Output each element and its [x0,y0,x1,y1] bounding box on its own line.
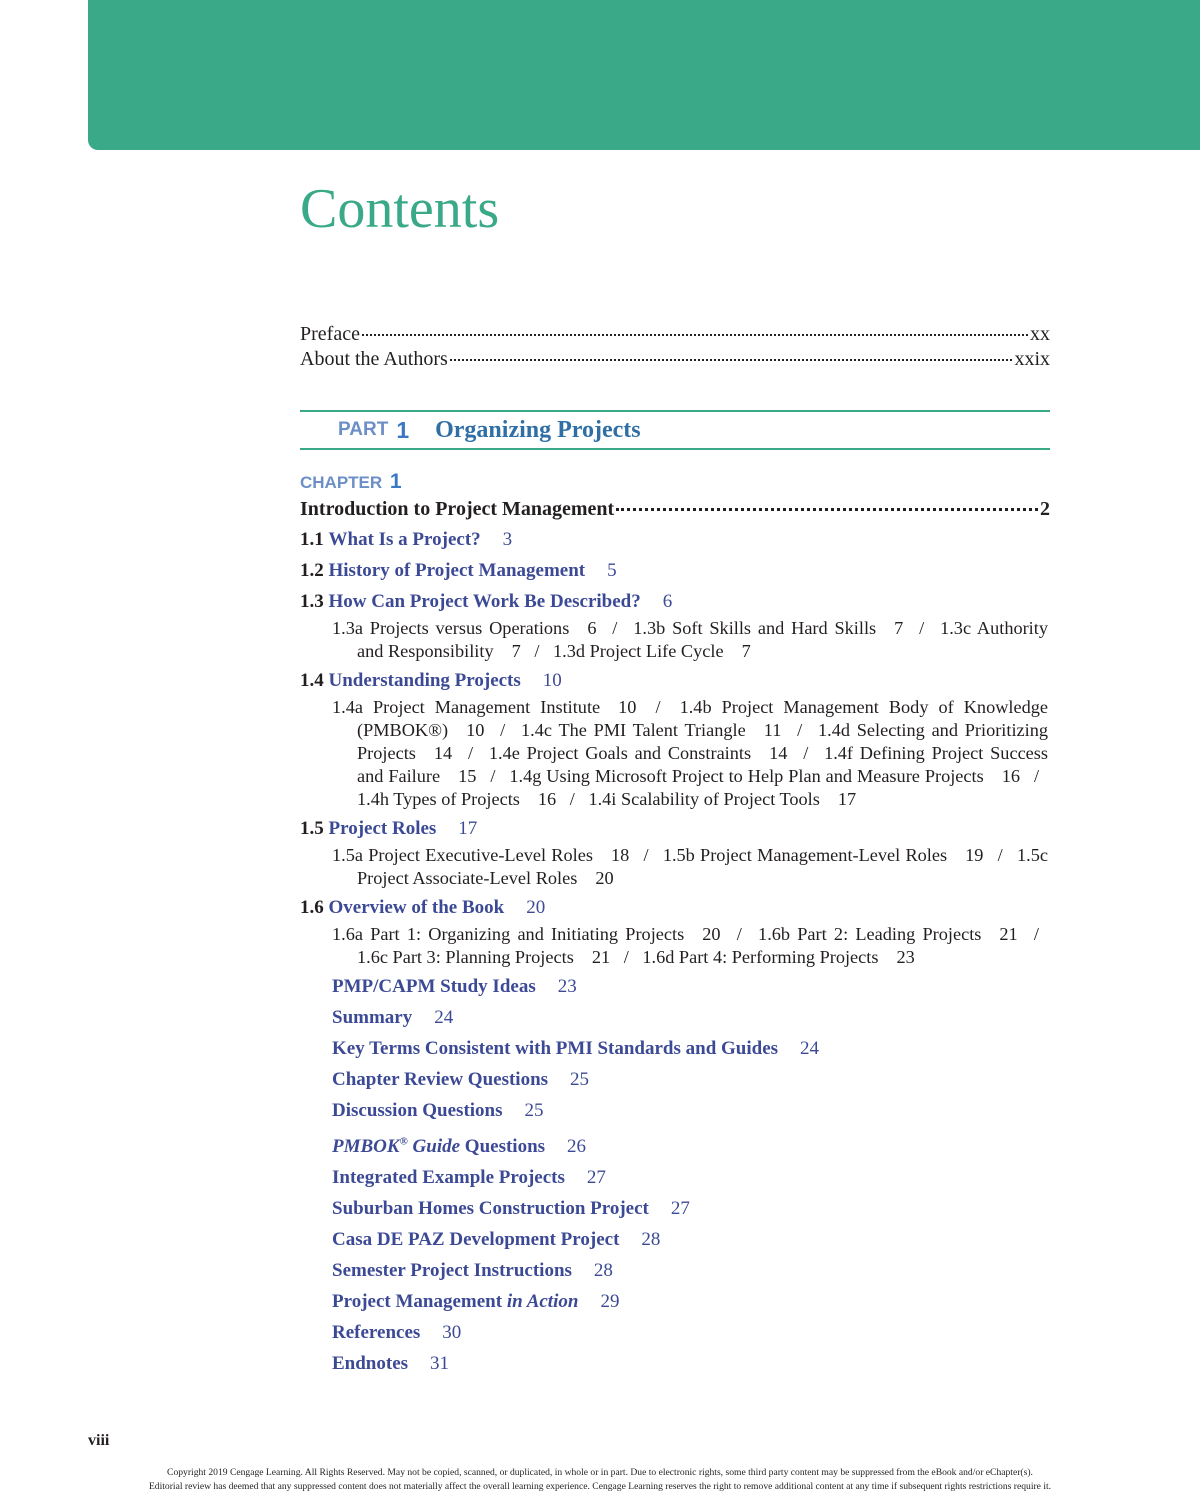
chapter-block [300,470,1050,1377]
separator: / [997,845,1003,865]
section-heading[interactable] [300,816,1050,842]
end-matter-item[interactable] [300,1320,1050,1346]
subsection-title: 1.5c Project Associate-Level Roles [357,845,1048,888]
toc-section [300,895,1050,969]
end-matter-title [332,1291,578,1312]
title-text: Key Terms Consistent with PMI Standards and Guides [332,1038,779,1059]
subsection-page: 7 [741,641,751,661]
subsection-title: 1.4a Project Management Institute [332,697,601,717]
separator: / [736,924,742,944]
end-matter-page: 27 [670,1198,690,1220]
chapter-page: 2 [1040,498,1050,520]
subsection-title: 1.4d Selecting and Prioritizing Projects [357,720,1049,763]
end-matter-page: 24 [434,1007,454,1028]
end-matter-page: 29 [600,1291,620,1313]
subsection-entry[interactable] [553,641,751,661]
copyright-line: Editorial review has deemed that any suppressed content does not materially affect the overall learning experience. Cengage Learning reserves the right to remove additional content at any time if subsequent rights restrictions require it. [148,1481,1052,1492]
title-italic-text: in Action [506,1291,579,1313]
section-page: 5 [607,560,617,581]
separator: / [1033,924,1040,944]
section-title: Understanding Projects [328,670,521,691]
toc-section [300,527,1050,553]
section-number: 1.2 [300,560,324,581]
subsection-title: 1.6c Part 3: Planning Projects [357,947,574,967]
subsection-page: 10 [618,697,637,717]
subsection-entry[interactable] [332,697,636,717]
subsection-title: 1.6a Part 1: Organizing and Initiating Projects [332,924,685,944]
section-title: What Is a Project? [328,529,481,550]
section-heading[interactable] [300,668,1050,694]
end-matter-item[interactable] [300,1258,1050,1284]
chapter-number: 1 [389,470,402,493]
subsection-page: 17 [837,789,857,809]
end-matter-title [332,1198,649,1219]
toc-section [300,558,1050,584]
subsection-page: 21 [999,924,1018,944]
end-matter-page: 28 [593,1260,613,1282]
subsection-paragraph [300,844,1050,890]
end-matter-item[interactable] [300,1129,1050,1160]
chapter-label-row [300,470,1050,495]
title-text: References [332,1322,421,1344]
separator: / [500,720,506,740]
title-text: Suburban Homes Construction Project [332,1198,649,1220]
section-page: 3 [502,529,513,550]
subsection-entry[interactable] [633,618,903,638]
front-matter-page: xxix [1014,348,1050,370]
title-italic-text: PMBOK [332,1136,400,1158]
end-matter-item[interactable] [300,1227,1050,1253]
section-number: 1.3 [300,591,324,612]
section-list [300,527,1050,969]
end-matter-title [332,1260,572,1281]
end-matter-title [332,1353,408,1374]
dot-leader [362,334,1028,336]
subsection-title: 1.6d Part 4: Performing Projects [642,947,879,967]
title-text: Casa DE PAZ Development Project [332,1229,620,1251]
subsection-title: 1.4i Scalability of Project Tools [588,789,820,809]
end-matter-page: 23 [557,976,577,997]
separator: / [655,697,661,717]
subsection-entry[interactable] [489,743,788,763]
title-text: Summary [332,1007,413,1028]
separator: / [623,947,629,967]
separator: / [643,845,649,865]
toc-section [300,668,1050,811]
end-matter-list [300,974,1050,1377]
subsection-title: 1.5a Project Executive-Level Roles [332,845,593,865]
separator: / [1033,766,1040,786]
subsection-paragraph [300,923,1050,969]
subsection-entry[interactable] [332,618,596,638]
section-number: 1.4 [300,670,324,691]
end-matter-page: 30 [442,1322,462,1344]
end-matter-item[interactable] [300,1165,1050,1191]
end-matter-item[interactable] [300,1036,1050,1062]
section-heading[interactable] [300,895,1050,921]
section-number: 1.5 [300,818,324,839]
section-title: Overview of the Book [328,897,505,918]
chapter-label: CHAPTER [300,473,383,492]
end-matter-item[interactable] [300,1289,1050,1315]
end-matter-item[interactable] [300,1098,1050,1124]
subsection-entry[interactable] [332,845,629,865]
end-matter-title [332,1167,565,1188]
subsection-entry[interactable] [758,924,1018,944]
title-text: Endnotes [332,1353,409,1375]
copyright-line: Copyright 2019 Cengage Learning. All Rights Reserved. May not be copied, scanned, or duplicated, in whole or in part. Due to electronic rights, some third party content may be suppressed from the eBook and/or eChapter(s). [167,1467,1033,1478]
subsection-page: 20 [702,924,721,944]
part-header [300,410,1050,450]
toc-section [300,589,1050,663]
subsection-entry[interactable] [357,789,556,809]
subsection-page: 6 [587,618,597,638]
part-number: 1 [396,416,410,443]
registered-mark: ® [399,1136,408,1148]
section-number: 1.1 [300,529,324,550]
section-page: 20 [526,897,546,918]
subsection-title: 1.3b Soft Skills and Hard Skills [633,618,877,638]
separator: / [534,641,540,661]
subsection-page: 19 [965,845,984,865]
copyright-notice [60,1466,1140,1494]
section-page: 10 [542,670,562,691]
subsection-title: 1.4g Using Microsoft Project to Help Plan and Measure Projects [509,766,984,786]
front-matter-label: Preface [300,323,360,345]
subsection-entry[interactable] [521,720,781,740]
front-matter-label: About the Authors [300,348,448,370]
front-matter-page: xx [1030,323,1050,345]
section-number: 1.6 [300,897,324,918]
end-matter-page: 25 [524,1100,544,1121]
subsection-page: 16 [537,789,557,809]
title-text: Chapter Review Questions [332,1069,549,1090]
end-matter-title [332,1229,619,1250]
section-page: 6 [662,591,673,612]
dot-leader [616,508,1038,511]
end-matter-page: 27 [586,1167,606,1189]
separator: / [490,766,496,786]
end-matter-title [332,1136,545,1157]
subsection-entry[interactable] [663,845,984,865]
subsection-page: 16 [1001,766,1020,786]
header-band [88,0,1200,150]
front-matter-row[interactable] [300,347,1050,372]
title-text: Semester Project Instructions [332,1260,572,1282]
subsection-title: 1.4f Defining Project Success and Failure [357,743,1049,786]
end-matter-title [332,1007,412,1028]
end-matter-page: 25 [570,1069,590,1090]
dot-leader [450,359,1013,361]
section-page: 17 [458,818,478,839]
end-matter-item[interactable] [300,1067,1050,1093]
subsection-entry[interactable] [509,766,1020,786]
subsection-page: 14 [433,743,453,763]
front-matter [300,322,1050,372]
part-label: PART [338,419,389,440]
separator: / [919,618,925,638]
section-heading[interactable] [300,589,1050,615]
subsection-title: 1.4e Project Goals and Constraints [488,743,752,763]
subsection-page: 10 [466,720,485,740]
title-text: PMP/CAPM Study Ideas [332,976,536,997]
subsection-title: 1.3c Authority and Responsibility [357,618,1048,661]
subsection-page: 21 [591,947,611,967]
front-matter-row[interactable] [300,322,1050,347]
subsection-page: 18 [610,845,630,865]
end-matter-page: 31 [430,1353,450,1375]
subsection-title: 1.3d Project Life Cycle [553,641,724,661]
subsection-page: 11 [763,720,782,740]
end-matter-page: 28 [641,1229,661,1251]
subsection-page: 14 [769,743,788,763]
subsection-title: 1.4b Project Management Body of Knowledge (PMBOK®) [357,697,1049,740]
separator: / [797,720,803,740]
section-title: History of Project Management [328,560,586,581]
end-matter-title [332,1069,548,1090]
end-matter-item[interactable] [300,974,1050,1000]
chapter-title-row[interactable] [300,496,1050,522]
end-matter-item[interactable] [300,1196,1050,1222]
title-text: Project Management [332,1291,507,1313]
subsection-title: 1.6b Part 2: Leading Projects [758,924,982,944]
separator: / [569,789,575,809]
subsection-page: 23 [896,947,915,967]
separator: / [467,743,474,763]
subsection-page: 15 [458,766,477,786]
page-number: viii [88,1432,110,1449]
subsection-paragraph [300,696,1050,811]
separator: / [612,618,618,638]
separator: / [803,743,809,763]
section-heading[interactable] [300,527,1050,553]
section-title: Project Roles [328,818,437,839]
toc-section [300,816,1050,890]
subsection-entry[interactable] [357,947,610,967]
title-text: Integrated Example Projects [332,1167,565,1189]
end-matter-item[interactable] [300,1005,1050,1031]
page-title: Contents [300,178,500,240]
subsection-title: 1.3a Projects versus Operations [332,618,570,638]
end-matter-item[interactable] [300,1351,1050,1377]
end-matter-title [332,1322,420,1343]
subsection-entry[interactable] [588,789,856,809]
title-text: Discussion Questions [332,1100,503,1121]
section-heading[interactable] [300,558,1050,584]
subsection-title: 1.4h Types of Projects [357,789,520,809]
end-matter-page: 26 [567,1136,587,1158]
section-title: How Can Project Work Be Described? [328,591,641,612]
end-matter-title [332,976,536,997]
end-matter-title [332,1100,503,1121]
end-matter-page: 24 [800,1038,820,1059]
title-text: Questions [460,1136,546,1158]
end-matter-title [332,1038,778,1059]
subsection-entry[interactable] [332,924,720,944]
subsection-page: 7 [511,641,521,661]
subsection-page: 7 [894,618,904,638]
subsection-title: 1.4c The PMI Talent Triangle [521,720,746,740]
subsection-title: 1.5b Project Management-Level Roles [662,845,948,865]
title-italic-text: Guide [407,1136,461,1158]
subsection-paragraph [300,617,1050,663]
chapter-title: Introduction to Project Management [300,498,615,520]
subsection-entry[interactable] [642,947,914,967]
subsection-page: 20 [595,868,614,888]
part-title: Organizing Projects [435,416,641,443]
